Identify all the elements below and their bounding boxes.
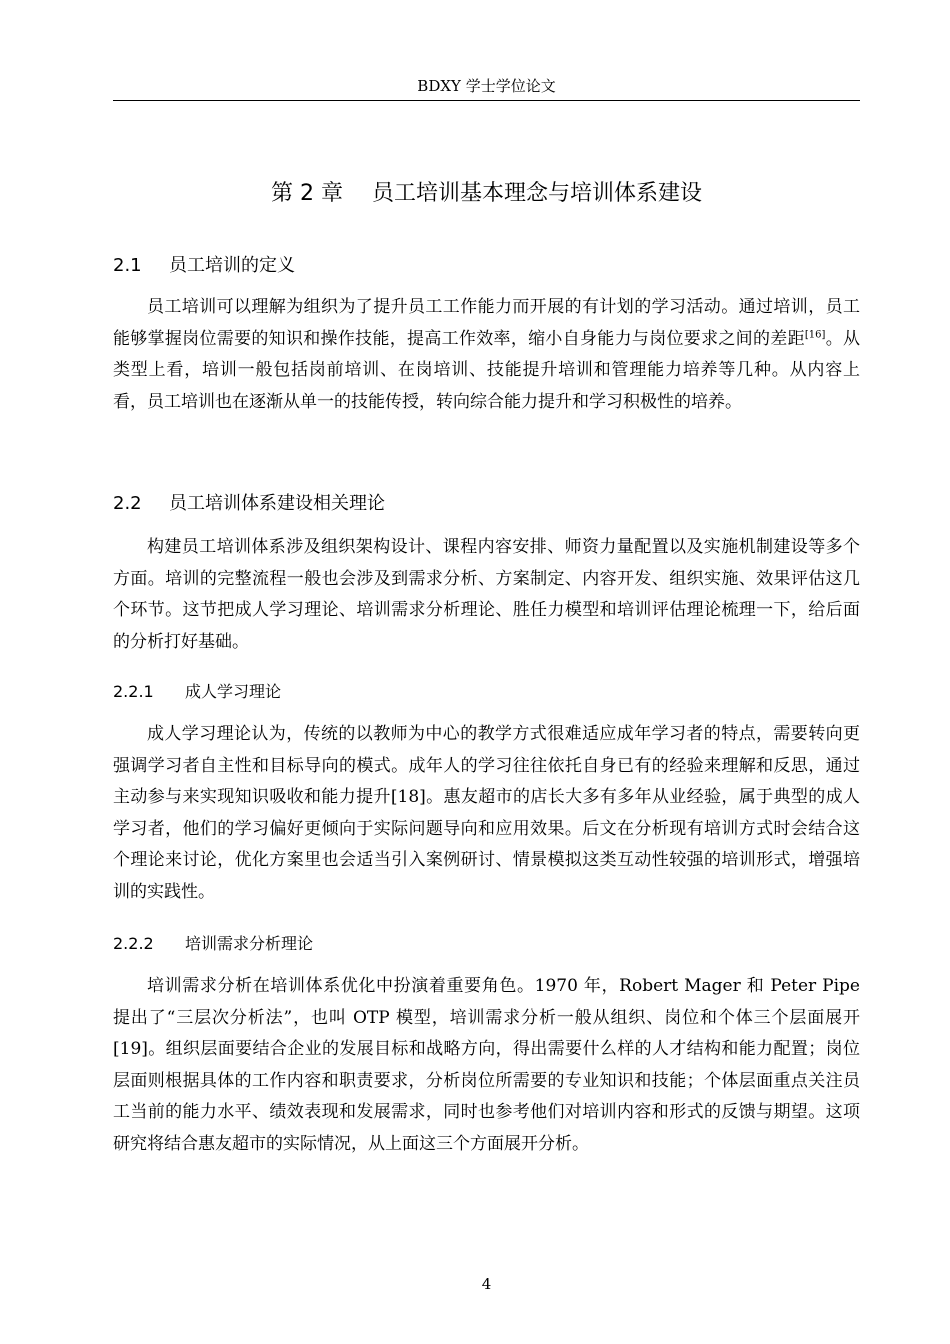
paragraph-text: 。从类型上看，培训一般包括岗前培训、在岗培训、技能提升培训和管理能力培养等几种。从内容上看，员工培训也在逐渐从单一的技能传授，转向综合能力提升和学习积极性的培养。 (113, 328, 860, 412)
header-rule (113, 100, 860, 101)
section-number: 2.1 (113, 255, 142, 276)
paragraph-training-definition (113, 292, 860, 418)
section-number: 2.2.1 (113, 682, 154, 701)
section-heading-2-1 (113, 252, 295, 280)
section-heading-2-2-2 (113, 931, 313, 957)
paragraph-training-system-theory: 构建员工培训体系涉及组织架构设计、课程内容安排、师资力量配置以及实施机制建设等多个方面。培训的完整流程一般也会涉及到需求分析、方案制定、内容开发、组织实施、效果评估这几个环节。这节把成人学习理论、培训需求分析理论、胜任力模型和培训评估理论梳理一下，给后面的分析打好基础。 (113, 537, 860, 652)
page-number: 4 (481, 1275, 492, 1293)
section-title: 成人学习理论 (185, 682, 282, 701)
section-title: 员工培训的定义 (169, 255, 295, 276)
section-number: 2.2.2 (113, 934, 154, 953)
running-header: BDXY 学士学位论文 (417, 77, 556, 95)
citation: [16] (804, 328, 826, 340)
section-heading-2-2 (113, 490, 385, 518)
paragraph-text: 员工培训可以理解为组织为了提升员工工作能力而开展的有计划的学习活动。通过培训，员工能够掌握岗位需要的知识和操作技能，提高工作效率，缩小自身能力与岗位要求之间的差距 (113, 297, 860, 349)
section-heading-2-2-1 (113, 679, 281, 705)
paragraph-adult-learning: 成人学习理论认为，传统的以教师为中心的教学方式很难适应成年学习者的特点，需要转向更强调学习者自主性和目标导向的模式。成年人的学习往往依托自身已有的经验来理解和反思，通过主动参与来实现知识吸收和能力提升[18]。惠友超市的店长大多有多年从业经验，属于典型的成人学习者，他们的学习偏好更倾向于实际问题导向和应用效果。后文在分析现有培训方式时会结合这个理论来讨论，优化方案里也会适当引入案例研讨、情景模拟这类互动性较强的培训形式，增强培训的实践性。 (113, 724, 860, 902)
section-title: 培训需求分析理论 (185, 934, 314, 953)
section-number: 2.2 (113, 493, 142, 514)
chapter-title: 第 2 章 员工培训基本理念与培训体系建设 (271, 181, 702, 206)
paragraph-needs-analysis: 培训需求分析在培训体系优化中扮演着重要角色。1970 年，Robert Mager 和 Peter Pipe 提出了“三层次分析法”，也叫 OTP 模型，培训需求分析一般从组织、岗位和个体三个层面展开[19]。组织层面要结合企业的发展目标和战略方向，得出需要什么样的人才结构和能力配置；岗位层面则根据具体的工作内容和职责要求，分析岗位所需要的专业知识和技能；个体层面重点关注员工当前的能力水平、绩效表现和发展需求，同时也参考他们对培训内容和形式的反馈与期望。这项研究将结合惠友超市的实际情况，从上面这三个方面展开分析。 (113, 976, 860, 1154)
section-title: 员工培训体系建设相关理论 (169, 493, 385, 514)
